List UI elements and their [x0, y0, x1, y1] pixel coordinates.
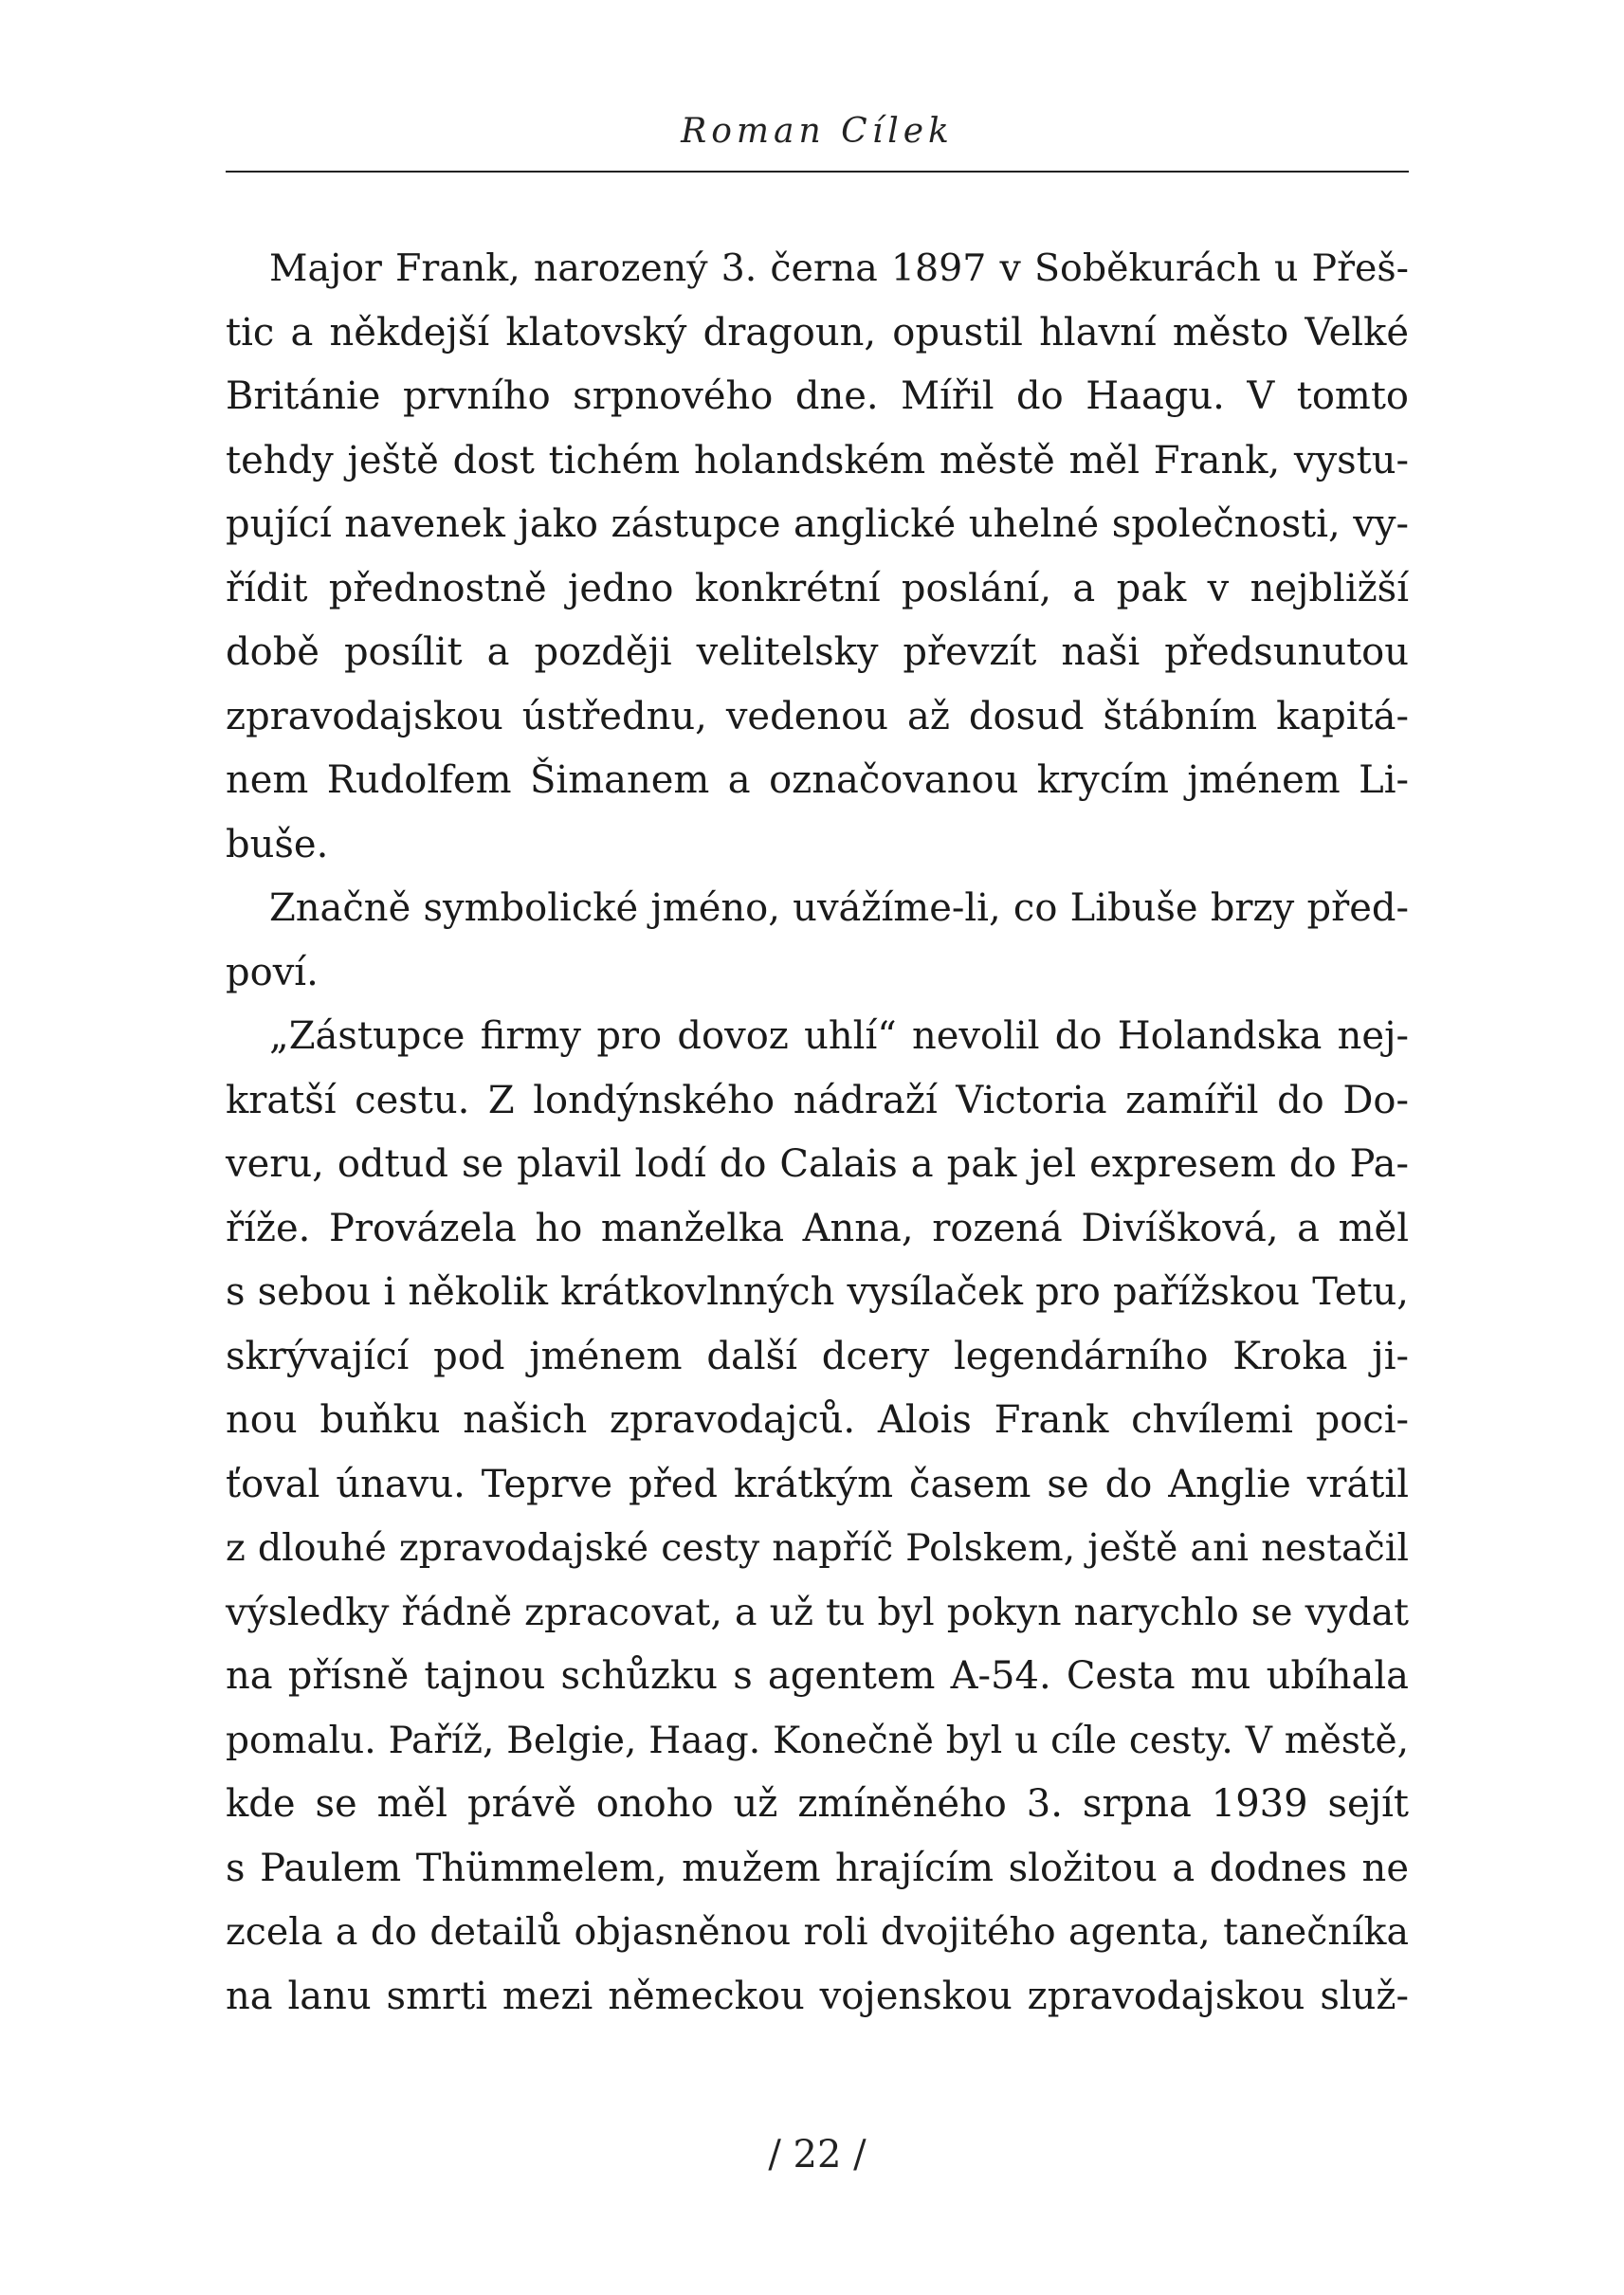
text-line: Značně symbolické jméno, uvážíme-li, co Libuše brzy před-	[269, 886, 1409, 930]
text-line: tehdy ještě dost tichém holandském městě měl Frank, vystu-	[226, 438, 1409, 483]
text-line: z dlouhé zpravodajské cesty napříč Polskem, ještě ani nestačil	[226, 1526, 1409, 1570]
text-line: výsledky řádně zpracovat, a už tu byl pokyn narychlo se vydat	[226, 1590, 1409, 1634]
text-line: s Paulem Thümmelem, mužem hrajícím složitou a dodnes ne	[226, 1846, 1409, 1890]
text-line: Británie prvního srpnového dne. Mířil do Haagu. V tomto	[226, 374, 1409, 418]
text-line: nou buňku našich zpravodajců. Alois Frank chvílemi poci-	[226, 1398, 1409, 1442]
text-line: zcela a do detailů objasněnou roli dvojitého agenta, tanečníka	[226, 1910, 1409, 1954]
page-number: / 22 /	[768, 2133, 867, 2177]
text-line: s sebou i několik krátkovlnných vysílaček pro pařížskou Tetu,	[226, 1270, 1409, 1314]
text-line: na přísně tajnou schůzku s agentem A-54. Cesta mu ubíhala	[226, 1654, 1409, 1698]
text-line: pomalu. Paříž, Belgie, Haag. Konečně byl u cíle cesty. V městě,	[226, 1719, 1409, 1762]
text-line: nem Rudolfem Šimanem a označovanou krycím jménem Li-	[226, 758, 1409, 802]
text-line: říže. Provázela ho manželka Anna, rozená Divíšková, a měl	[226, 1206, 1409, 1250]
text-line: ťoval únavu. Teprve před krátkým časem se do Anglie vrátil	[226, 1462, 1409, 1506]
text-line: pující navenek jako zástupce anglické uhelné společnosti, vy-	[226, 502, 1409, 546]
text-line: Major Frank, narozený 3. černa 1897 v Soběkurách u Přeš-	[269, 246, 1409, 290]
text-line: veru, odtud se plavil lodí do Calais a pak jel expresem do Pa-	[226, 1142, 1409, 1186]
header-rule	[226, 171, 1409, 173]
text-line: době posílit a později velitelsky převzít naši předsunutou	[226, 630, 1409, 674]
text-line: buše.	[226, 822, 329, 866]
text-line: skrývající pod jménem další dcery legendárního Kroka ji-	[226, 1334, 1409, 1378]
text-line: řídit přednostně jedno konkrétní poslání, a pak v nejbližší	[226, 566, 1409, 610]
text-line: zpravodajskou ústřednu, vedenou až dosud štábním kapitá-	[226, 694, 1409, 738]
text-line: „Zástupce firmy pro dovoz uhlí“ nevolil do Holandska nej-	[269, 1014, 1409, 1058]
running-head: Roman Cílek	[681, 112, 954, 151]
text-line: kde se měl právě onoho už zmíněného 3. srpna 1939 sejít	[226, 1782, 1409, 1826]
text-line: tic a někdejší klatovský dragoun, opustil hlavní město Velké	[226, 310, 1409, 355]
body-text	[226, 237, 1409, 2029]
text-line: poví.	[226, 950, 319, 994]
text-line: na lanu smrti mezi německou vojenskou zpravodajskou služ-	[226, 1974, 1409, 2018]
text-line: kratší cestu. Z londýnského nádraží Victoria zamířil do Do-	[226, 1078, 1409, 1122]
